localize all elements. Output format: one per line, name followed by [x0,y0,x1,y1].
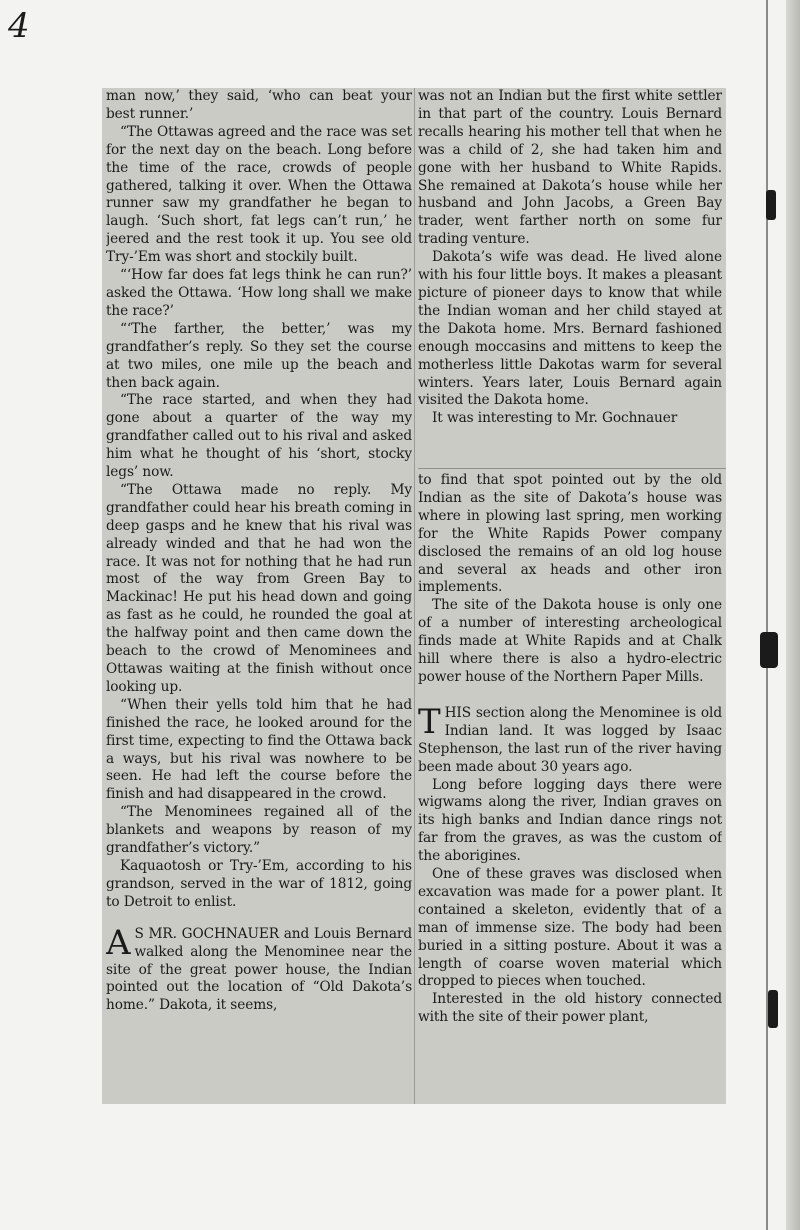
article-paragraph: “When their yells told him that he had finished the race, he looked around for the first time, expecting to find the Ottawa back a ways, but his rival was nowhere to be seen. He had left the course before the finish and had disappeared in the crowd. [106,696,412,803]
article-paragraph: Interested in the old history connected with the site of their power plant, [418,991,722,1026]
article-paragraph: man now,’ they said, ‘who can beat your best runner.’ [106,88,412,122]
dropcap-letter: A [106,922,131,963]
right-column [418,88,722,1104]
article-paragraph: was not an Indian but the first white settler in that part of the country. Louis Bernard recalls hearing his mother tell that when he was a child of 2, she had taken him and gone with her husband to White Rapids. She remained at Dakota’s house while her husband and John Jacobs, a Green Bay trader, went farther north on some fur trading venture. [418,88,722,248]
punch-mark-middle [760,632,778,668]
article-paragraph: Long before logging days there were wigwams along the river, Indian graves on its high banks and Indian dance rings not far from the graves, as was the custom of the aborigines. [418,776,722,865]
newspaper-clipping [102,88,726,1104]
article-paragraph: “‘The farther, the better,’ was my grandfather’s reply. So they set the course at two miles, one mile up the beach and then back again. [106,320,412,391]
article-paragraph: “The Menominees regained all of the blankets and weapons by reason of my grandfather’s victory.” [106,804,412,857]
dropcap-paragraph-text: HIS section along the Menominee is old Indian land. It was logged by Isaac Stephenson, the last run of the river having been made about 30 years ago. [418,704,722,775]
article-paragraph: Dakota’s wife was dead. He lived alone with his four little boys. It makes a pleasant picture of pioneer days to know that while the Indian woman and her child stayed at the Dakota home. Mrs. Bernard fashioned enough moccasins and mittens to keep the motherless little Dakotas warm for several winters. Years later, Louis Bernard again visited the Dakota home. [418,249,722,409]
article-paragraph: to find that spot pointed out by the old Indian as the site of Dakota’s house was where in plowing last spring, men working for the White Rapids Power company disclosed the remains of an old log house and several ax heads and other iron implements. [418,472,722,596]
page-number: 4 [8,6,30,46]
dropcap-letter: T [418,701,441,742]
dropcap-paragraph-text: S MR. GOCHNAUER and Louis Bernard walked along the Menominee near the site of the great power house, the Indian pointed out the location of “Old Dakota’s home.” Dakota, it seems, [106,925,412,1014]
article-paragraph: One of these graves was disclosed when excavation was made for a power plant. It contained a skeleton, evidently that of a man of immense size. The body had been buried in a sitting posture. About it was a length of coarse woven material which dropped to pieces when touched. [418,866,722,990]
article-paragraph: The site of the Dakota house is only one of a number of interesting archeological finds made at White Rapids and at Chalk hill where there is also a hydro-electric power house of the Northern Paper Mills. [418,597,722,685]
article-paragraph: “The race started, and when they had gone about a quarter of the way my grandfather called out to his rival and asked him what he thought of his ‘short, stocky legs’ now. [106,392,412,481]
dropcap-paragraph-right [418,701,722,777]
article-paragraph: “‘How far does fat legs think he can run?’ asked the Ottawa. ‘How long shall we make the race?’ [106,267,412,319]
left-column [106,88,412,1104]
article-paragraph: Kaquaotosh or Try-’Em, according to his grandson, served in the war of 1812, going to Detroit to enlist. [106,857,412,910]
column-divider [414,88,415,1104]
article-paragraph: It was interesting to Mr. Gochnauer [432,410,678,427]
punch-mark-top [766,190,776,220]
article-paragraph: “The Ottawas agreed and the race was set for the next day on the beach. Long before the time of the race, crowds of people gathered, talking it over. When the Ottawa runner saw my grandfather he began to laugh. ‘Such short, fat legs can’t run,’ he jeered and the rest took it up. You see old Try-’Em was short and stockily built. [106,123,412,266]
article-paragraph: “The Ottawa made no reply. My grandfather could hear his breath coming in deep gasps and he knew that his rival was already winded and that he had won the race. It was not for nothing that he had run most of the way from Green Bay to Mackinac! He put his head down and going as fast as he could, he rounded the goal at the halfway point and then came down the beach to the crowd of Menominees and Ottawas waiting at the finish without once looking up. [106,481,412,695]
dropcap-paragraph-left [106,922,412,1016]
punch-mark-bottom [768,990,778,1028]
page-edge-line [766,0,768,1230]
page-edge [786,0,800,1230]
